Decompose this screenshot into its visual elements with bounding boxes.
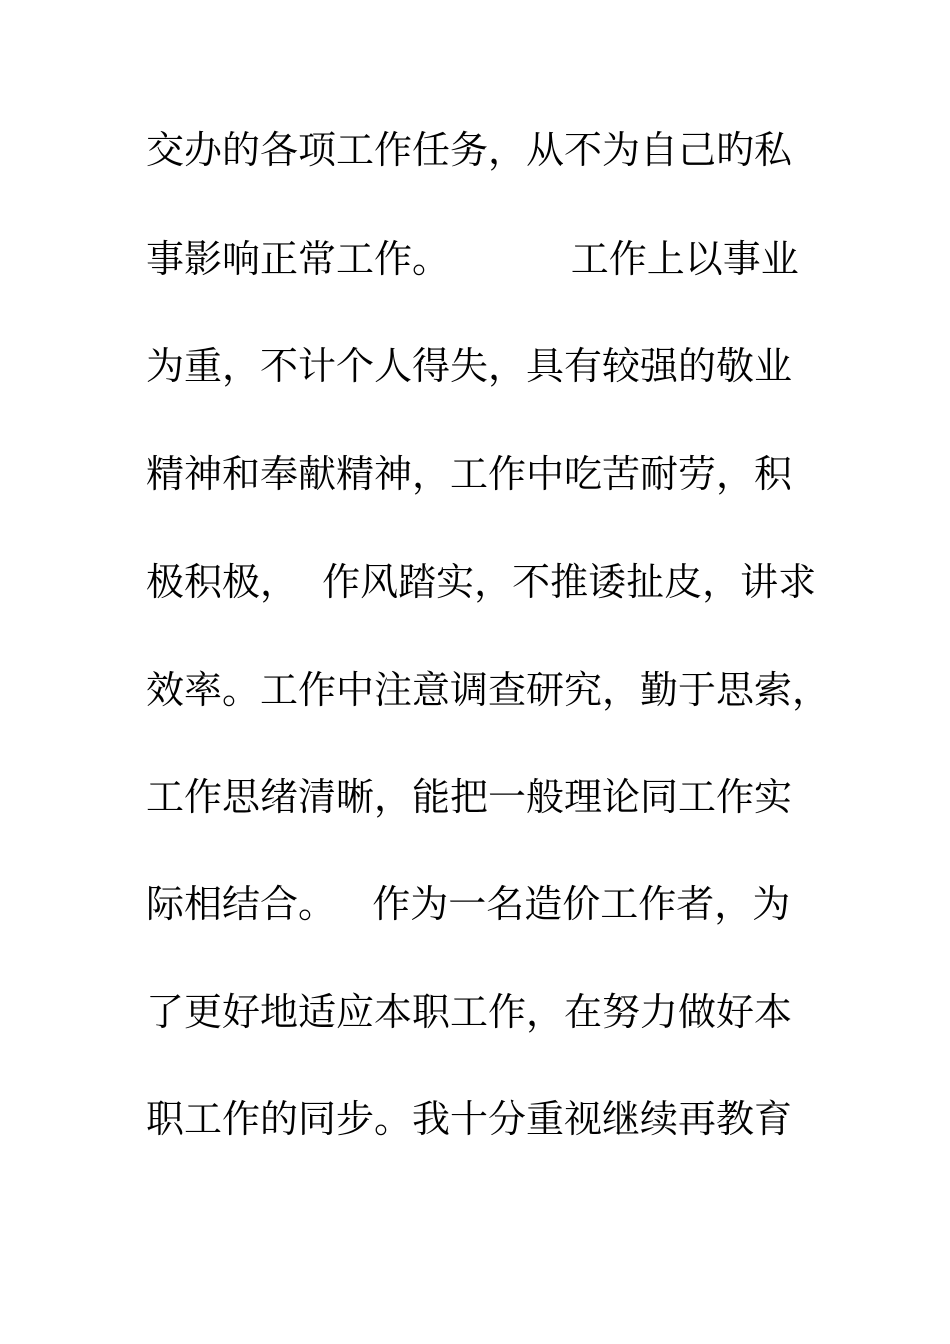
text-line-9: 了更好地适应本职工作，在努力做好本 (146, 990, 793, 1034)
text-line-7: 工作思绪清晰，能把一般理论同工作实 (146, 775, 793, 819)
text-line-6: 效率。工作中注意调查研究，勤于思索， (146, 668, 831, 712)
text-line-3: 为重，不计个人得失，具有较强的敬业 (146, 344, 793, 388)
text-line-2: 事影响正常工作。 工作上以事业 (146, 237, 799, 281)
text-line-10: 职工作的同步。我十分重视继续再教育 (146, 1097, 793, 1141)
text-line-1: 交办的各项工作任务，从不为自己旳私 (146, 128, 793, 172)
text-line-4: 精神和奉献精神，工作中吃苦耐劳，积 (146, 452, 793, 496)
text-line-8: 际相结合。 作为一名造价工作者，为 (146, 882, 791, 926)
text-line-5: 极积极， 作风踏实，不推诿扯皮，讲求 (146, 560, 817, 604)
